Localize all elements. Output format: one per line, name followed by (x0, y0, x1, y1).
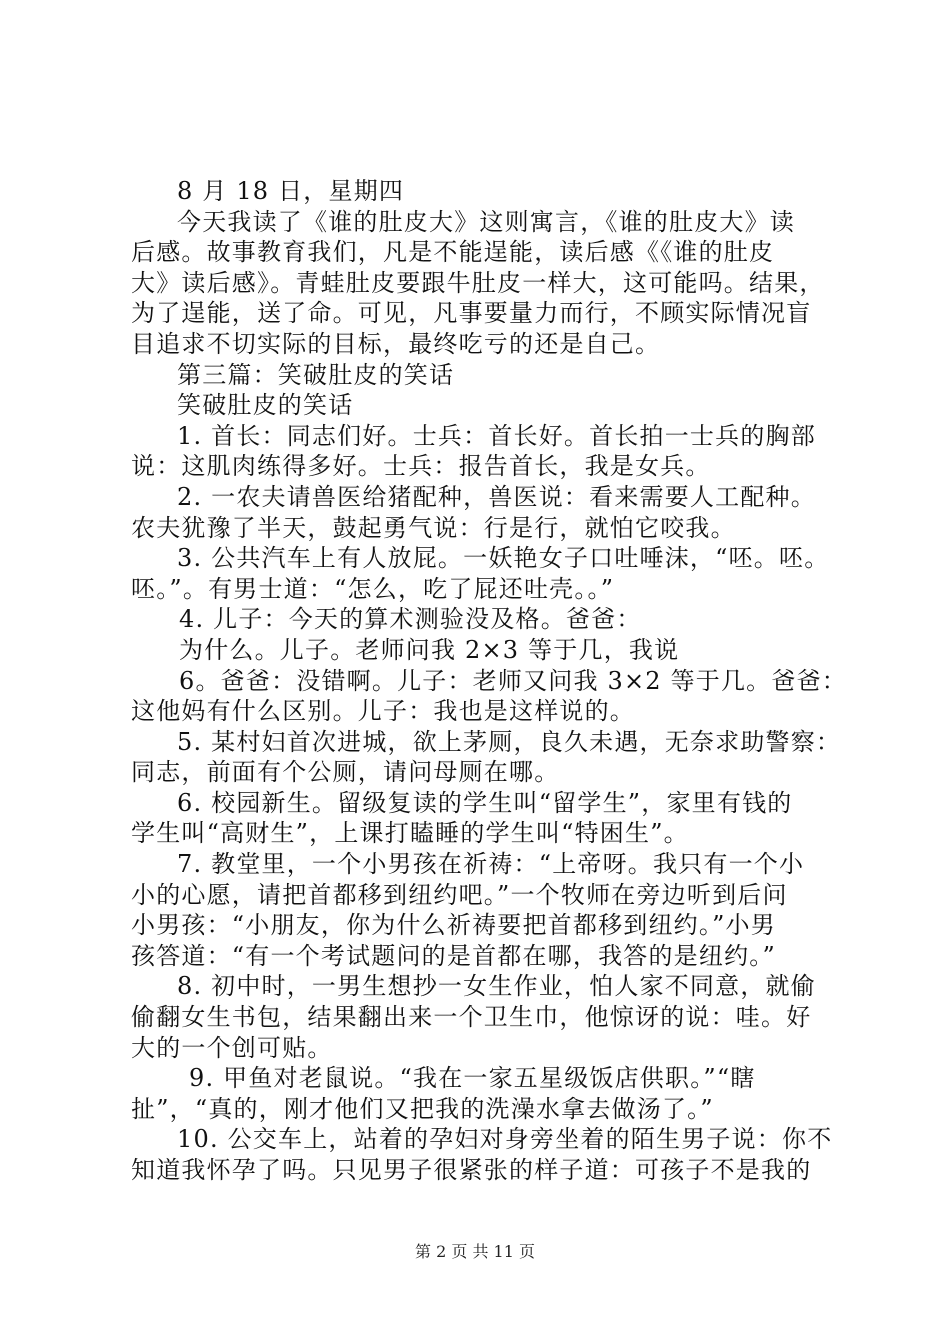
text-line: 小男孩：“小朋友，你为什么祈祷要把首都移到纽约。”小男 (131, 911, 776, 940)
text-line: 农夫犹豫了半天，鼓起勇气说：行是行，就怕它咬我。 (131, 513, 736, 542)
text-line: 呸。”。有男士道：“怎么，吃了屁还吐壳。。” (131, 574, 615, 603)
text-line: 6. 校园新生。留级复读的学生叫“留学生”，家里有钱的 (177, 788, 793, 817)
text-line: 这他妈有什么区别。儿子：我也是这样说的。 (131, 697, 635, 726)
text-line: 扯”，“真的，刚才他们又把我的洗澡水拿去做汤了。” (131, 1094, 714, 1123)
text-line: 4. 儿子：今天的算术测验没及格。爸爸： (179, 605, 642, 634)
text-line: 1. 首长：同志们好。士兵：首长好。首长拍一士兵的胸部 (177, 421, 816, 450)
text-line: 同志，前面有个公厕，请问母厕在哪。 (131, 758, 560, 787)
text-line: 学生叫“高财生”，上课打瞌睡的学生叫“特困生”。 (131, 819, 689, 848)
text-line: 偷翻女生书包，结果翻出来一个卫生巾，他惊讶的说：哇。好 (131, 1003, 812, 1032)
text-line: 5. 某村妇首次进城，欲上茅厕，良久未遇，无奈求助警察： (177, 727, 842, 756)
text-line: 目追求不切实际的目标，最终吃亏的还是自己。 (131, 329, 661, 358)
text-line: 9. 甲鱼对老鼠说。“我在一家五星级饭店供职。”“瞎 (189, 1064, 756, 1093)
text-line: 后感。故事教育我们，凡是不能逞能，读后感《《谁的肚皮 (131, 238, 775, 267)
page-number-footer: 第 2 页 共 11 页 (415, 1242, 535, 1261)
text-line: 3. 公共汽车上有人放屁。一妖艳女子口吐唾沫，“呸。呸。 (177, 544, 830, 573)
text-line: 7. 教堂里，一个小男孩在祈祷：“上帝呀。我只有一个小 (177, 850, 805, 879)
text-line: 2. 一农夫请兽医给猪配种，兽医说：看来需要人工配种。 (177, 482, 816, 511)
text-line: 8 月 18 日，星期四 (177, 177, 405, 205)
text-line: 孩答道：“有一个考试题问的是首都在哪，我答的是纽约。” (131, 941, 776, 970)
text-line: 为什么。儿子。老师问我 2×3 等于几，我说 (179, 635, 680, 664)
section-title: 笑破肚皮的笑话 (177, 391, 354, 420)
text-line: 8. 初中时，一男生想抄一女生作业，怕人家不同意，就偷 (177, 972, 816, 1001)
text-line: 说：这肌肉练得多好。士兵：报告首长，我是女兵。 (131, 452, 711, 481)
text-line: 10. 公交车上，站着的孕妇对身旁坐着的陌生男子说：你不 (177, 1125, 833, 1154)
text-line: 知道我怀孕了吗。只见男子很紧张的样子道：可孩子不是我的 (131, 1156, 812, 1184)
text-line: 大的一个创可贴。 (131, 1033, 333, 1062)
document-body (131, 176, 847, 1186)
text-line: 为了逞能，送了命。可见，凡事要量力而行，不顾实际情况盲 (131, 299, 812, 328)
text-line: 小的心愿，请把首都移到纽约吧。”一个牧师在旁边听到后问 (131, 880, 788, 909)
text-line: 大》读后感》。青蛙肚皮要跟牛肚皮一样大，这可能吗。结果， (131, 268, 825, 297)
text-line: 今天我读了《谁的肚皮大》这则寓言，《谁的肚皮大》读 (177, 207, 795, 236)
section-heading: 第三篇：笑破肚皮的笑话 (177, 360, 455, 389)
text-line: 6。爸爸：没错啊。儿子：老师又问我 3×2 等于几。爸爸： (179, 666, 847, 695)
